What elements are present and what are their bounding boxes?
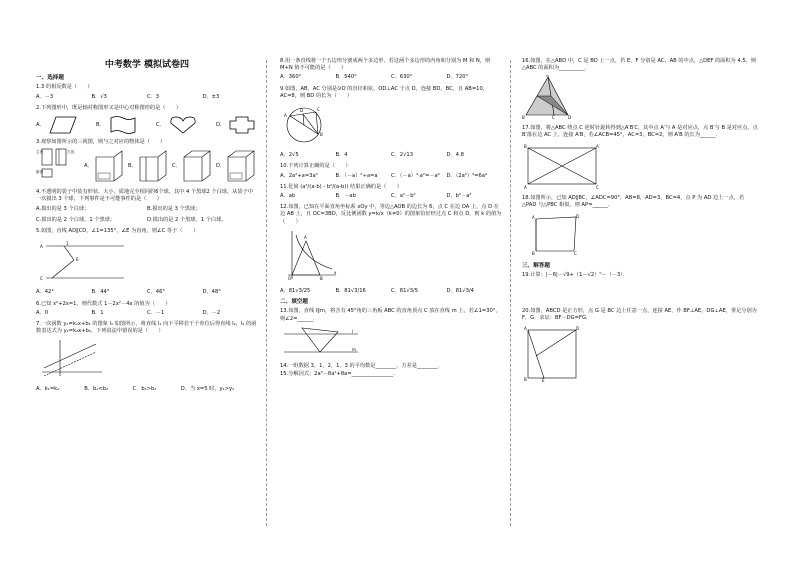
option: C．46° (147, 289, 166, 296)
svg-text:A: A (524, 325, 527, 331)
svg-text:A: A (546, 75, 549, 79)
svg-text:A: A (304, 234, 307, 240)
option: C．a²－b² (391, 193, 416, 200)
question-10-options (280, 173, 502, 180)
question-7-options (36, 386, 258, 393)
question-12-options (280, 288, 502, 295)
question-7-figure (36, 338, 106, 378)
option: D．±3 (202, 93, 220, 100)
svg-text:D: D (300, 108, 304, 114)
question-17: 17.如图，将△ABC 绕点 C 逆时针旋转得到△A′B′C，其中点 A′与 A 是对应点，点 B′与 B 是对应点，点 B′落在边 AC 上，连接 A′B，若∠ACB=45°，AC=3，BC=2，则 A′B 的长为______． (522, 124, 758, 138)
question-9-figure (280, 103, 330, 145)
option: A． (36, 122, 45, 129)
question-12: 12.如图，已知在平面直角坐标系 xOy 中，等边△AOB 的边长为 6，点 C 在边 OA 上，点 D 在边 AB 上，且 OC=3BD，反比例函数 y=k/x（k≠0）的图象恰好经过点 C 和点 D，则 k 的值为（ ） (280, 204, 502, 225)
svg-text:A: A (284, 113, 287, 119)
question-9-options (280, 152, 502, 159)
question-15: 15.分解因式：2a³－8a²+8a=________________． (280, 371, 399, 378)
option: C．81√3/5 (391, 288, 419, 295)
solid-option-a (92, 149, 126, 185)
question-20: 20.如图，ABCD 是正方形，点 G 是 BC 边上任意一点，连接 AE，作 BF⊥AE，DG⊥AE，垂足分别为 F，G．求证：BF－DG=FG． (522, 308, 757, 322)
option: B． (128, 163, 137, 170)
option: D．－2 (202, 309, 221, 316)
option: B.摸出的是 3 个黑球； (147, 205, 201, 212)
column-2 (280, 58, 502, 379)
svg-text:C: C (317, 107, 320, 113)
option: D．4.8 (446, 152, 464, 159)
column-divider-2 (510, 60, 511, 526)
option: A．k₁=k₂ (36, 385, 60, 392)
option: D．81√3/4 (446, 288, 474, 295)
question-7: 7.一次函数 y₁=k₁x+b₁ 的图象 l₁ 如图所示，将直线 l₁ 向下平移若干个单位后得直线 l₂，l₂ 的函数表达式为 y₂=k₂x+b₂，下列说法中错误的是（ ） (36, 321, 257, 335)
view-label: 主视 (36, 150, 44, 155)
section-solve-heading: 三、解答题 (522, 262, 550, 269)
svg-text:O: O (288, 275, 292, 281)
question-19: 19.计算：|－6|－√9+（1－√2）⁰－（－3）． (522, 272, 629, 279)
question-11: 11.化简 (a²/(a-b) - b²/(a-b)) 结果正确的是（ ） (280, 183, 402, 190)
section-choice-heading: 一、选择题 (36, 75, 64, 82)
option: B．44° (91, 289, 110, 296)
solid-option-c (180, 149, 214, 185)
option: B．√3 (91, 93, 107, 100)
option: A．2a²+a=3a³ (280, 172, 318, 179)
svg-text:D: D (576, 213, 580, 219)
svg-text:l: l (352, 328, 354, 334)
svg-text:x: x (334, 269, 337, 275)
svg-text:C: C (574, 250, 577, 255)
question-9: 9.如图，AB，AC 分别是⊙O 的直径和弦，OD⊥AC 于点 D，连接 BD，BC，且 AB=10，AC=8，则 BD 的长为（ ） (280, 85, 488, 99)
svg-text:B: B (320, 275, 323, 281)
option: A．81√3/25 (280, 288, 311, 295)
question-18-figure (522, 213, 582, 255)
option: C．（－a）³·a²=－a⁶ (391, 172, 440, 179)
option: C．b₁>b₂ (132, 385, 157, 392)
option: C．630° (391, 74, 413, 81)
option: B．1 (91, 309, 104, 316)
option: B． (96, 122, 105, 129)
option: A．2√5 (280, 152, 299, 159)
parallelogram-shape (48, 115, 78, 135)
view-label: 俯视 (36, 170, 44, 175)
question-20-figure (522, 326, 582, 382)
question-16: 16.如图，在△ABD 中，C 是 BD 上一点，若 E，F 分别是 AC，AB 的中点，△DEF 的面积为 4.5，则△ABC 的面积为__________． (522, 58, 757, 72)
svg-text:C: C (552, 115, 555, 120)
cross-shape (228, 115, 256, 135)
svg-text:B: B (522, 115, 525, 120)
svg-text:B: B (524, 144, 527, 150)
svg-text:A: A (524, 185, 527, 191)
solid-option-b (136, 149, 170, 185)
svg-text:E: E (542, 377, 545, 382)
question-5-options (36, 289, 258, 296)
option: A．42° (36, 289, 54, 296)
svg-text:B: B (532, 250, 535, 255)
svg-text:B: B (524, 376, 527, 382)
option: C． (156, 122, 165, 129)
option: A． (84, 163, 93, 170)
question-4-options-row1 (36, 206, 258, 213)
column-3 (522, 58, 758, 387)
option: C.摸出的是 2 个白球、1 个黑球； (36, 216, 116, 223)
question-6-options (36, 310, 258, 317)
option: D． (216, 163, 226, 170)
question-13-figure (280, 326, 360, 358)
question-1-options (36, 94, 258, 101)
question-5-figure (36, 238, 126, 282)
question-3: 3.观察如图所示的三视图，则与之对应的物体是（ ） (36, 139, 166, 146)
heart-shape (168, 115, 198, 135)
option: D．（2a²）³=6a⁶ (446, 172, 488, 179)
question-12-figure (280, 229, 340, 281)
option: C．2√13 (391, 152, 414, 159)
question-13: 13.如图，直线 l∥m，将含有 45°角的三角板 ABC 的直角顶点 C 放在直线 m 上，若∠1=30°，则∠2=______． (280, 308, 501, 322)
option: A.摸出的是 3 个白球； (36, 205, 90, 212)
question-8: 8.用一条直线将一个五边形分割成两个多边形，若这两个多边形的内角和分别为 M 和 N，则 M+N 值不可能的是（ ） (280, 58, 491, 72)
question-11-options (280, 193, 502, 200)
question-1: 1.3 的相反数是（ ） (36, 84, 93, 91)
option: A．－3 (36, 93, 54, 100)
question-4-options-row2 (36, 217, 258, 224)
column-divider-1 (266, 60, 267, 526)
svg-text:E: E (76, 257, 79, 263)
option: C．－1 (147, 309, 165, 316)
svg-text:m: m (352, 346, 356, 352)
question-4: 4.不透明的袋子中装有形状、大小、质地完全相同的6个球，其中 4 个黑球2 个白球，从袋子中一次摸出 3 个球，下列事件是不可能事件的是（ ） (36, 189, 253, 203)
option: D． (216, 122, 226, 129)
svg-text:A: A (532, 214, 535, 220)
option: A．0 (36, 309, 49, 316)
option: D．b²－a² (446, 193, 472, 200)
question-6: 6.已知 x²+2x=1，则代数式 1－2x²－4x 的值为（ ） (36, 300, 171, 307)
svg-text:A′: A′ (596, 144, 600, 150)
question-16-figure (522, 75, 572, 119)
svg-text:1: 1 (66, 241, 69, 247)
option: B．－ab (335, 193, 356, 200)
column-1 (36, 58, 258, 397)
option: C．3 (147, 93, 160, 100)
question-18: 18.如图所示，已知 AD∥BC，∠ADC=90°，AB=8，AD=3，BC=4，点 P 为 AD 边上一点，若△PAD 与△PBC 相似，则 AP=______． (522, 195, 745, 209)
svg-text:C: C (40, 276, 43, 282)
option: C． (172, 163, 181, 170)
svg-text:A: A (40, 244, 43, 250)
option: D．48° (202, 289, 221, 296)
option: B．81√3/16 (335, 288, 366, 295)
svg-text:C: C (596, 185, 599, 191)
question-8-options (280, 74, 502, 81)
question-2-shapes (36, 113, 258, 139)
option: B．（－a）²÷a=a (335, 172, 378, 179)
svg-text:D: D (568, 115, 572, 120)
option: B．b₁<b₂ (84, 385, 109, 392)
option: D.摸出的是 2 个黑球、1 个白球。 (147, 216, 227, 223)
question-5: 5.如图，直线 AD∥CD，∠1=135°，∠E 为直角，则∠C 等于（ ） (36, 228, 199, 235)
question-17-figure (522, 142, 602, 190)
question-2: 2.下列图形中，既是轴对称图形又是中心对称图形的是（ ） (36, 104, 182, 111)
option: B．540° (335, 74, 357, 81)
question-14: 14.一组数据 3，1，2，1，3 的平均数是________，方差是________． (280, 363, 443, 370)
section-fill-heading: 二、填空题 (280, 299, 308, 306)
view-label: 左视 (67, 150, 75, 155)
solid-option-d (224, 149, 258, 185)
page-title: 中考数学 模拟试卷四 (104, 60, 190, 70)
svg-text:B: B (320, 132, 323, 138)
option: D．720° (446, 74, 469, 81)
option: D．当 x=5 时，y₁>y₂ (180, 385, 235, 392)
question-10: 10.下列计算正确的是（ ） (280, 163, 351, 170)
wavy-rect-shape (108, 115, 138, 135)
option: A．ab (280, 193, 296, 200)
option: A．360° (280, 74, 302, 81)
question-3-figures (36, 147, 258, 189)
svg-text:D: D (576, 325, 580, 331)
option: B．4 (335, 152, 348, 159)
